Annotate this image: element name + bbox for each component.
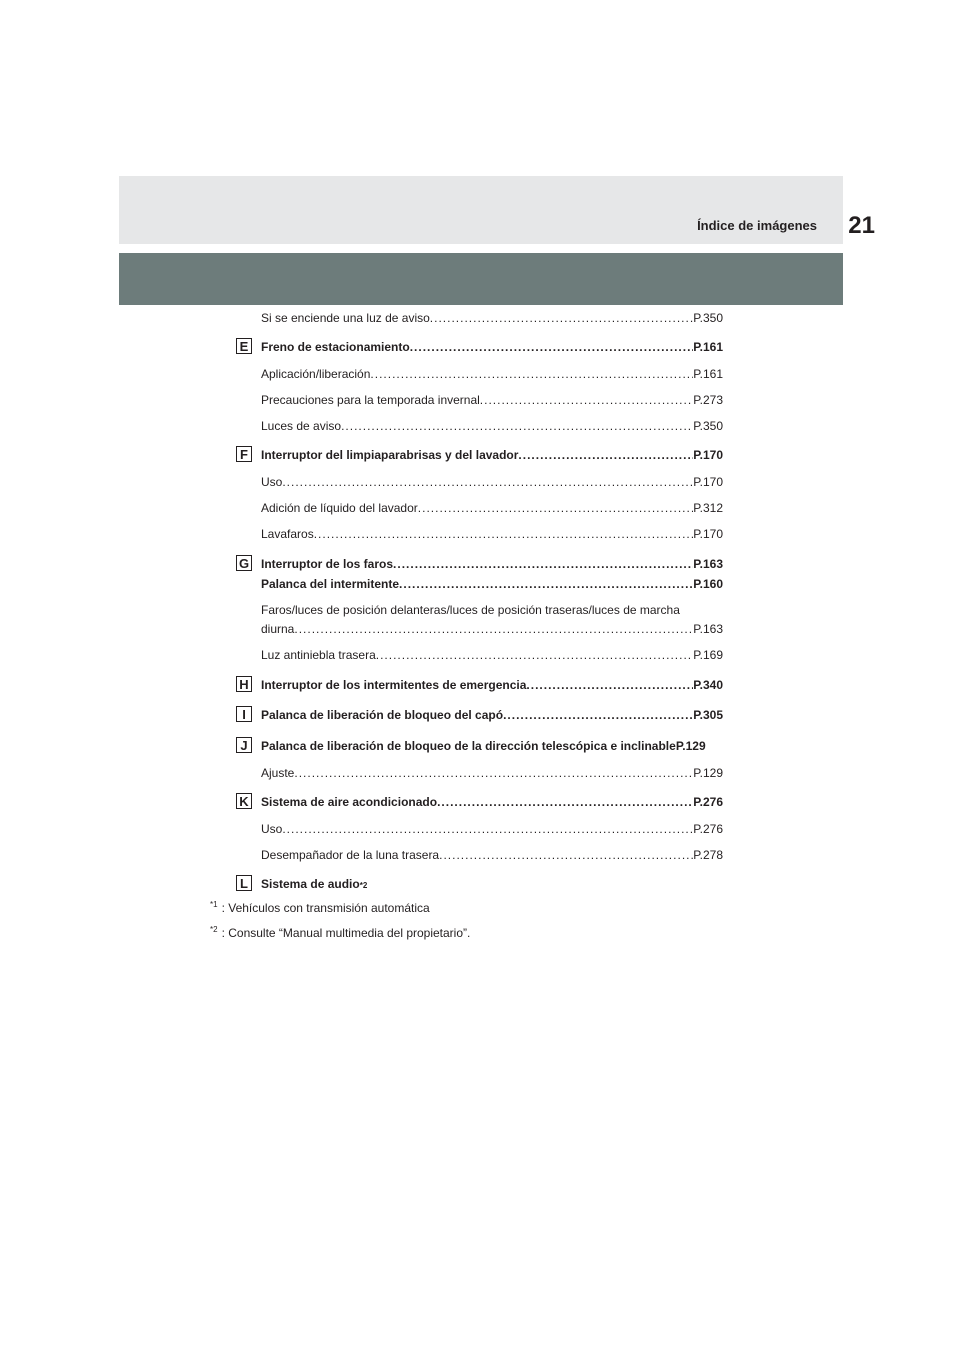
- dot-leader: [518, 446, 693, 464]
- entry-label: Interruptor de los intermitentes de emergencia: [261, 678, 527, 692]
- entry-label: Precauciones para la temporada invernal: [261, 393, 480, 407]
- dot-leader: [526, 676, 693, 694]
- entry-page-ref[interactable]: P.276: [693, 795, 723, 809]
- entry-label: Interruptor de los faros: [261, 557, 394, 571]
- page-number: 21: [848, 212, 875, 239]
- entry-label: Luz antiniebla trasera: [261, 648, 376, 662]
- dot-leader: [294, 620, 693, 638]
- dot-leader: [480, 391, 693, 409]
- dot-leader: [282, 820, 693, 838]
- entry-page-ref[interactable]: P.163: [693, 557, 723, 571]
- entry-label: Luces de aviso: [261, 419, 342, 433]
- entry-page-ref[interactable]: P.163: [693, 622, 723, 636]
- title-bar: [119, 253, 843, 305]
- entry-page-ref[interactable]: P.169: [693, 648, 723, 662]
- entry-page-ref[interactable]: P.129: [675, 739, 706, 753]
- index-entry[interactable]: [261, 555, 723, 573]
- index-entry[interactable]: [261, 737, 741, 755]
- entry-page-ref[interactable]: P.161: [693, 367, 723, 381]
- index-entry[interactable]: [261, 525, 723, 543]
- header-band: [119, 176, 843, 244]
- dot-leader: [410, 338, 693, 356]
- dot-leader: [294, 764, 693, 782]
- index-entry[interactable]: [261, 676, 723, 694]
- dot-leader: [503, 706, 693, 724]
- entry-label: Uso: [261, 822, 283, 836]
- section-title: Índice de imágenes: [697, 218, 817, 233]
- index-entry[interactable]: [261, 575, 723, 593]
- dot-leader: [370, 365, 693, 383]
- entry-page-ref[interactable]: P.305: [693, 708, 723, 722]
- entry-label: Adición de líquido del lavador: [261, 501, 418, 515]
- entry-label: Lavafaros: [261, 527, 314, 541]
- index-entry[interactable]: [261, 620, 723, 638]
- dot-leader: [282, 473, 693, 491]
- index-entry[interactable]: [261, 499, 723, 517]
- footnote: [210, 924, 470, 942]
- entry-label: Desempañador de la luna trasera: [261, 848, 440, 862]
- dot-leader: [430, 309, 693, 327]
- letter-marker-e: E: [236, 338, 252, 354]
- letter-marker-f: F: [236, 446, 252, 462]
- dot-leader: [314, 525, 693, 543]
- letter-marker-j: J: [236, 737, 252, 753]
- entry-page-ref[interactable]: P.129: [693, 766, 723, 780]
- entry-label: Sistema de audio: [261, 877, 360, 891]
- index-entry[interactable]: [261, 338, 723, 356]
- entry-page-ref[interactable]: P.276: [693, 822, 723, 836]
- footnote-text: : Vehículos con transmisión automática: [221, 901, 430, 915]
- letter-marker-l: L: [236, 875, 252, 891]
- index-entry[interactable]: [261, 820, 723, 838]
- dot-leader: [418, 499, 693, 517]
- index-entry[interactable]: [261, 309, 723, 327]
- letter-marker-g: G: [236, 555, 252, 571]
- index-entry[interactable]: [261, 365, 723, 383]
- entry-label: Freno de estacionamiento: [261, 340, 410, 354]
- dot-leader: [376, 646, 693, 664]
- entry-page-ref[interactable]: P.350: [693, 419, 723, 433]
- index-entry[interactable]: [261, 646, 723, 664]
- index-entry[interactable]: Sistema de audio *2: [261, 877, 368, 891]
- entry-page-ref[interactable]: P.273: [693, 393, 723, 407]
- footnote-text: : Consulte “Manual multimedia del propietario”.: [221, 926, 471, 940]
- dot-leader: [437, 793, 693, 811]
- entry-label: Si se enciende una luz de aviso: [261, 311, 430, 325]
- index-entry[interactable]: [261, 846, 723, 864]
- letter-marker-h: H: [236, 676, 252, 692]
- entry-page-ref[interactable]: P.170: [693, 475, 723, 489]
- entry-page-ref[interactable]: P.170: [693, 448, 723, 462]
- index-entry[interactable]: [261, 446, 723, 464]
- entry-page-ref[interactable]: P.312: [693, 501, 723, 515]
- entry-label: diurna: [261, 622, 295, 636]
- dot-leader: [399, 575, 693, 593]
- entry-page-ref[interactable]: P.170: [693, 527, 723, 541]
- entry-label: Palanca de liberación de bloqueo de la dirección telescópica e inclinable: [261, 739, 676, 753]
- dot-leader: [439, 846, 693, 864]
- entry-label: Uso: [261, 475, 283, 489]
- entry-page-ref[interactable]: P.350: [693, 311, 723, 325]
- entry-page-ref[interactable]: P.160: [693, 577, 723, 591]
- entry-label: Interruptor del limpiaparabrisas y del lavador: [261, 448, 519, 462]
- index-entry[interactable]: [261, 764, 723, 782]
- entry-page-ref[interactable]: P.340: [693, 678, 723, 692]
- index-entry[interactable]: [261, 473, 723, 491]
- entry-label-continued: Faros/luces de posición delanteras/luces de posición traseras/luces de marcha: [261, 603, 680, 617]
- entry-label: Palanca de liberación de bloqueo del capó: [261, 708, 504, 722]
- index-entry[interactable]: [261, 391, 723, 409]
- index-entry[interactable]: [261, 706, 723, 724]
- index-entry[interactable]: [261, 793, 723, 811]
- dot-leader: [393, 555, 693, 573]
- entry-label: Aplicación/liberación: [261, 367, 371, 381]
- entry-label: Ajuste: [261, 766, 295, 780]
- letter-marker-k: K: [236, 793, 252, 809]
- entry-label: Palanca del intermitente: [261, 577, 400, 591]
- entry-label: Sistema de aire acondicionado: [261, 795, 438, 809]
- entry-page-ref[interactable]: P.278: [693, 848, 723, 862]
- entry-page-ref[interactable]: P.161: [693, 340, 723, 354]
- letter-marker-i: I: [236, 706, 252, 722]
- dot-leader: [341, 417, 693, 435]
- index-entry[interactable]: [261, 417, 723, 435]
- footnote: [210, 899, 430, 917]
- footnote-mark: *2: [210, 925, 218, 934]
- footnote-mark: *1: [210, 900, 218, 909]
